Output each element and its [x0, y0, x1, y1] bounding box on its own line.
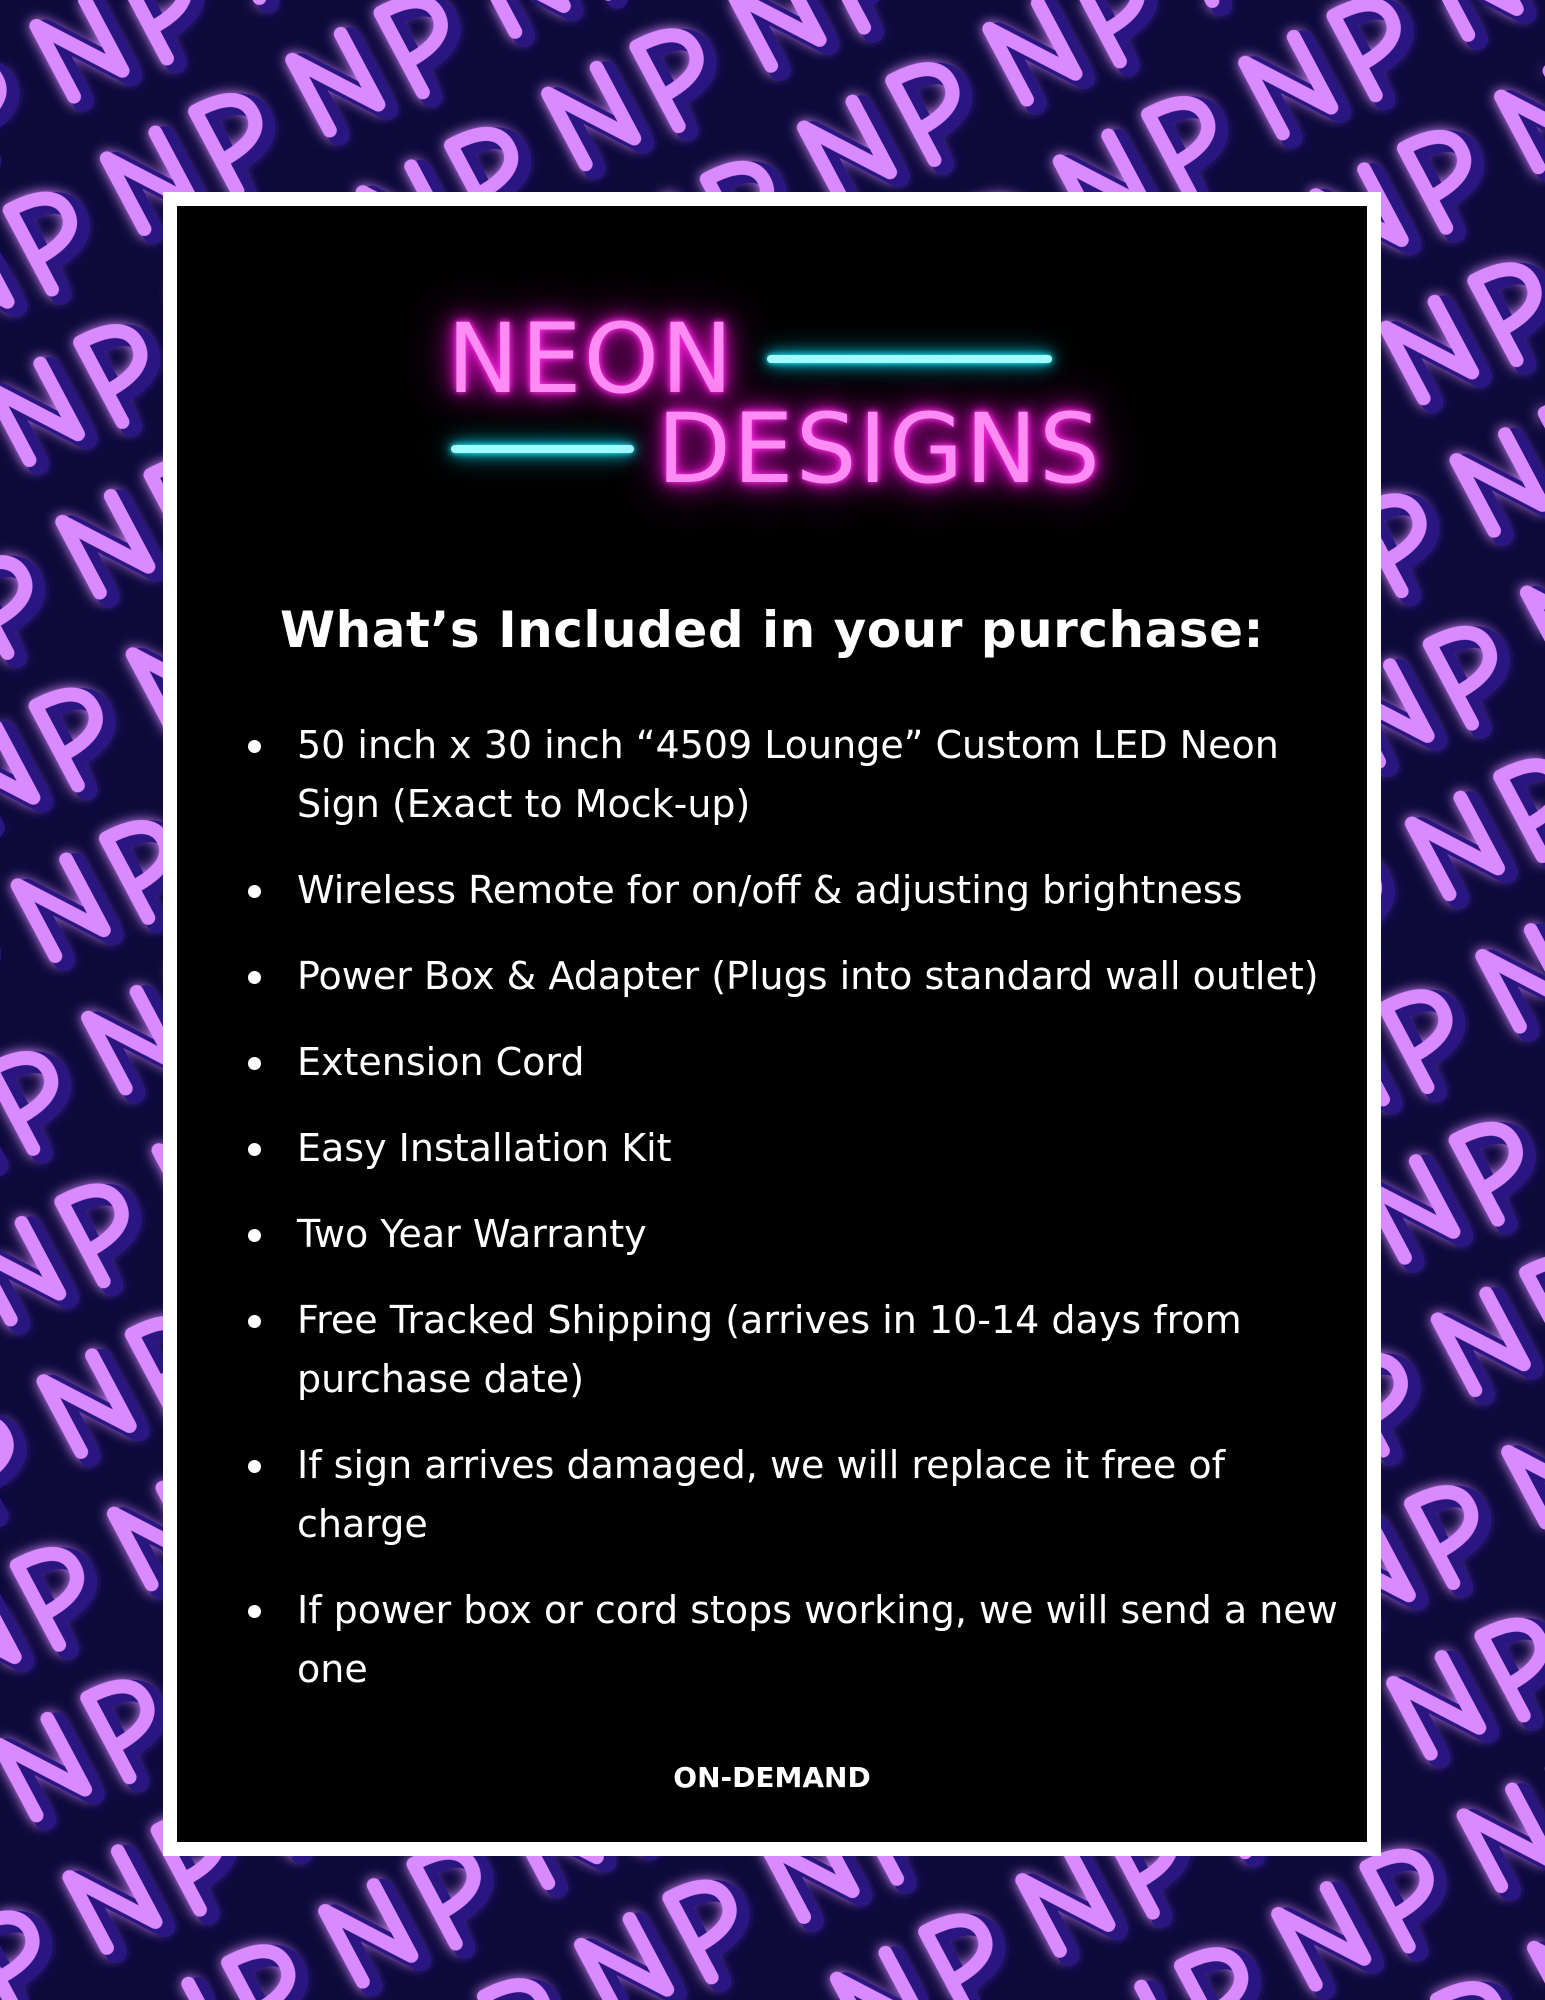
- bullet-icon: [248, 1143, 261, 1156]
- on-demand-tag: ON-DEMAND: [673, 1761, 871, 1794]
- bullet-icon: [248, 740, 261, 753]
- included-items-list: [237, 716, 1347, 1726]
- bullet-icon: [248, 1605, 261, 1618]
- list-item-text: Power Box & Adapter (Plugs into standard wall outlet): [297, 954, 1319, 998]
- list-item-text: Two Year Warranty: [297, 1212, 647, 1256]
- list-item: [237, 1581, 1347, 1699]
- list-item-text: Free Tracked Shipping (arrives in 10-14 days from purchase date): [297, 1298, 1242, 1401]
- list-item: [237, 1436, 1347, 1554]
- page-title: What’s Included in your purchase:: [280, 601, 1264, 659]
- list-item: [237, 1291, 1347, 1409]
- list-item-text: If sign arrives damaged, we will replace it free of charge: [297, 1443, 1225, 1546]
- list-item-text: If power box or cord stops working, we will send a new one: [297, 1588, 1338, 1691]
- list-item-text: Easy Installation Kit: [297, 1126, 672, 1170]
- bullet-icon: [248, 885, 261, 898]
- logo-neon-bar-bottom: [451, 445, 634, 453]
- bullet-icon: [248, 1057, 261, 1070]
- bullet-icon: [248, 1460, 261, 1473]
- logo-word-neon: NEON: [447, 303, 735, 415]
- bullet-icon: [248, 1315, 261, 1328]
- bullet-icon: [248, 971, 261, 984]
- list-item-text: Wireless Remote for on/off & adjusting brightness: [297, 868, 1243, 912]
- logo-neon-bar-top: [767, 355, 1052, 363]
- list-item-text: Extension Cord: [297, 1040, 585, 1084]
- list-item: [237, 716, 1347, 834]
- list-item: [237, 1033, 1347, 1092]
- list-item: [237, 1205, 1347, 1264]
- bullet-icon: [248, 1229, 261, 1242]
- list-item-text: 50 inch x 30 inch “4509 Lounge” Custom LED Neon Sign (Exact to Mock-up): [297, 723, 1279, 826]
- list-item: [237, 947, 1347, 1006]
- list-item: [237, 1119, 1347, 1178]
- list-item: [237, 861, 1347, 920]
- logo-word-designs: DESIGNS: [657, 393, 1102, 505]
- content-card: [163, 192, 1381, 1856]
- neon-designs-logo: [447, 303, 1107, 511]
